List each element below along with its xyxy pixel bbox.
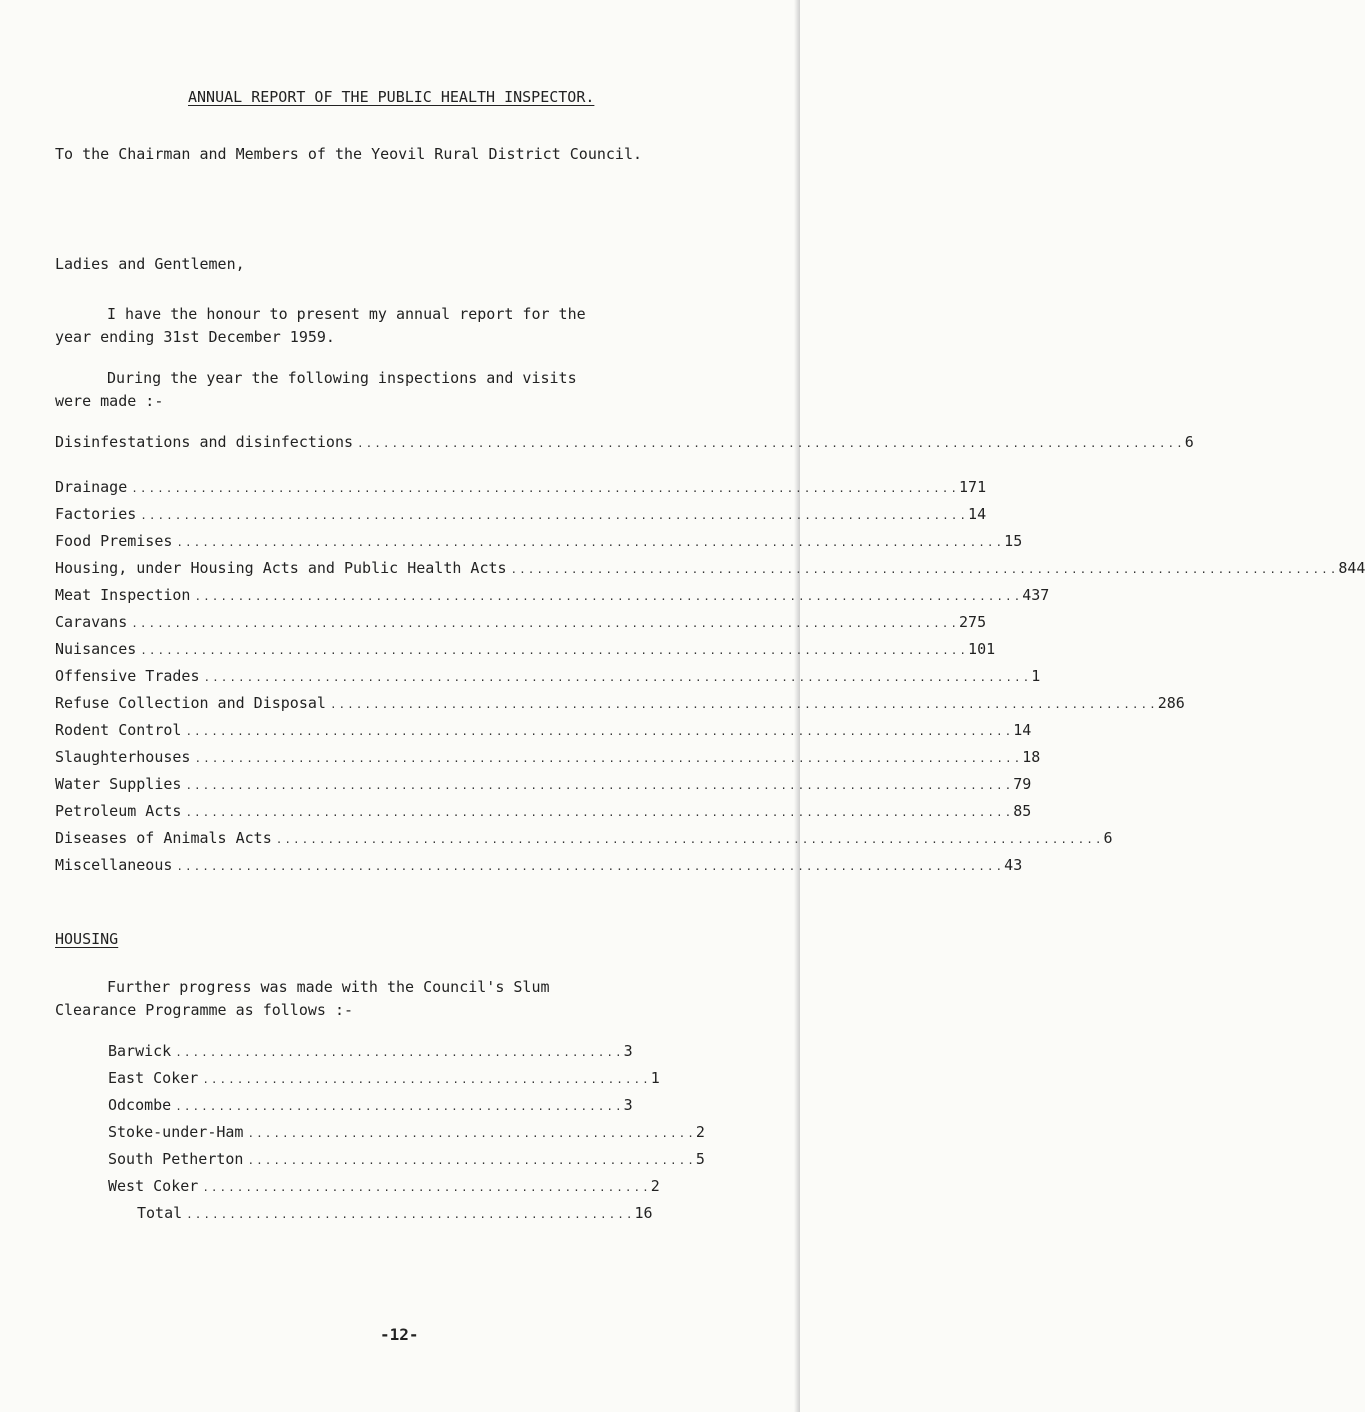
inspection-count: 6 — [1103, 829, 1113, 847]
inspection-count: 79 — [1013, 775, 1032, 793]
leader-dots: .................................................... — [175, 1046, 624, 1059]
inspection-row — [55, 667, 1041, 691]
parish-row — [108, 1177, 660, 1201]
inspection-label: Factories — [55, 505, 137, 523]
parish-count: 3 — [623, 1042, 633, 1060]
inspection-count: 101 — [968, 640, 996, 658]
inspection-count: 85 — [1013, 802, 1032, 820]
housing-intro-line-1: Further progress was made with the Council's Slum — [107, 978, 550, 996]
intro-paragraph-line-1: I have the honour to present my annual report for the — [107, 305, 586, 323]
page-number: -12- — [380, 1325, 419, 1344]
inspection-count: 14 — [968, 505, 987, 523]
leader-dots: ................................................................................................ — [176, 536, 1005, 549]
inspection-row — [55, 721, 1032, 745]
parish-row — [108, 1150, 705, 1174]
leader-dots: ................................................................................................ — [131, 482, 960, 495]
leader-dots: ................................................................................................ — [140, 644, 969, 657]
housing-intro-line-2: Clearance Programme as follows :- — [55, 1001, 354, 1019]
inspection-count: 171 — [959, 478, 987, 496]
inspection-count: 286 — [1157, 694, 1185, 712]
parish-count: 2 — [650, 1177, 660, 1195]
leader-dots: .................................................... — [186, 1208, 635, 1221]
intro-paragraph-line-2: year ending 31st December 1959. — [55, 328, 335, 346]
parish-count: 1 — [650, 1069, 660, 1087]
parish-name: Barwick — [108, 1042, 172, 1060]
leader-dots: ................................................................................................ — [203, 671, 1032, 684]
total-row — [137, 1204, 653, 1228]
parish-count: 5 — [695, 1150, 705, 1168]
leader-dots: ................................................................................................ — [194, 590, 1023, 603]
inspection-label: Nuisances — [55, 640, 137, 658]
leader-dots: ................................................................................................ — [185, 806, 1014, 819]
leader-dots: ................................................................................................ — [140, 509, 969, 522]
inspection-row — [55, 640, 996, 664]
inspection-label: Food Premises — [55, 532, 173, 550]
inspections-intro-line-2: were made :- — [55, 392, 164, 410]
inspection-row — [55, 559, 1365, 583]
inspection-label: Drainage — [55, 478, 128, 496]
inspection-count: 6 — [1184, 433, 1194, 451]
leader-dots: ................................................................................................ — [185, 725, 1014, 738]
leader-dots: ................................................................................................ — [185, 779, 1014, 792]
inspection-row — [55, 856, 1023, 880]
leader-dots: ................................................................................................ — [329, 698, 1158, 711]
inspection-label: Petroleum Acts — [55, 802, 182, 820]
inspection-row — [55, 478, 987, 502]
total-count: 16 — [634, 1204, 653, 1222]
inspection-label: Slaughterhouses — [55, 748, 191, 766]
inspection-label: Caravans — [55, 613, 128, 631]
inspection-label: Refuse Collection and Disposal — [55, 694, 326, 712]
parish-name: Odcombe — [108, 1096, 172, 1114]
inspection-row — [55, 748, 1041, 772]
leader-dots: .................................................... — [247, 1127, 696, 1140]
inspection-label: Meat Inspection — [55, 586, 191, 604]
housing-heading: HOUSING — [55, 930, 119, 948]
inspection-row — [55, 694, 1185, 718]
inspection-label: Disinfestations and disinfections — [55, 433, 354, 451]
total-label: Total — [137, 1204, 183, 1222]
inspection-label: Water Supplies — [55, 775, 182, 793]
parish-name: Stoke-under-Ham — [108, 1123, 244, 1141]
parish-row — [108, 1069, 660, 1093]
leader-dots: .................................................... — [202, 1073, 651, 1086]
parish-row — [108, 1042, 633, 1066]
inspection-count: 43 — [1004, 856, 1023, 874]
parish-count: 2 — [695, 1123, 705, 1141]
inspection-row — [55, 829, 1113, 853]
leader-dots: ................................................................................................ — [275, 833, 1104, 846]
inspection-label: Diseases of Animals Acts — [55, 829, 272, 847]
inspection-row — [55, 613, 987, 637]
inspection-count: 15 — [1004, 532, 1023, 550]
inspection-row — [55, 433, 1194, 457]
leader-dots: ................................................................................................ — [510, 563, 1339, 576]
inspection-count: 437 — [1022, 586, 1050, 604]
leader-dots: ................................................................................................ — [131, 617, 960, 630]
inspection-row — [55, 586, 1050, 610]
parish-name: East Coker — [108, 1069, 199, 1087]
report-title: ANNUAL REPORT OF THE PUBLIC HEALTH INSPECTOR. — [188, 88, 595, 106]
leader-dots: ................................................................................................ — [357, 437, 1185, 450]
inspection-label: Offensive Trades — [55, 667, 200, 685]
inspection-label: Miscellaneous — [55, 856, 173, 874]
leader-dots: .................................................... — [175, 1100, 624, 1113]
inspections-intro-line-1: During the year the following inspections and visits — [107, 369, 577, 387]
inspection-label: Rodent Control — [55, 721, 182, 739]
addressee-line: To the Chairman and Members of the Yeovil Rural District Council. — [55, 145, 642, 163]
parish-name: West Coker — [108, 1177, 199, 1195]
leader-dots: .................................................... — [202, 1181, 651, 1194]
parish-count: 3 — [623, 1096, 633, 1114]
inspection-row — [55, 802, 1032, 826]
salutation: Ladies and Gentlemen, — [55, 255, 245, 273]
inspection-count: 18 — [1022, 748, 1041, 766]
inspection-count: 275 — [959, 613, 987, 631]
parish-row — [108, 1096, 633, 1120]
leader-dots: .................................................... — [247, 1154, 696, 1167]
parish-name: South Petherton — [108, 1150, 244, 1168]
leader-dots: ................................................................................................ — [194, 752, 1023, 765]
inspection-row — [55, 775, 1032, 799]
inspection-count: 844 — [1338, 559, 1365, 577]
inspection-label: Housing, under Housing Acts and Public Health Acts — [55, 559, 507, 577]
inspection-count: 1 — [1031, 667, 1041, 685]
inspection-row — [55, 505, 987, 529]
parish-row — [108, 1123, 705, 1147]
inspection-row — [55, 532, 1023, 556]
inspection-count: 14 — [1013, 721, 1032, 739]
leader-dots: ................................................................................................ — [176, 860, 1005, 873]
